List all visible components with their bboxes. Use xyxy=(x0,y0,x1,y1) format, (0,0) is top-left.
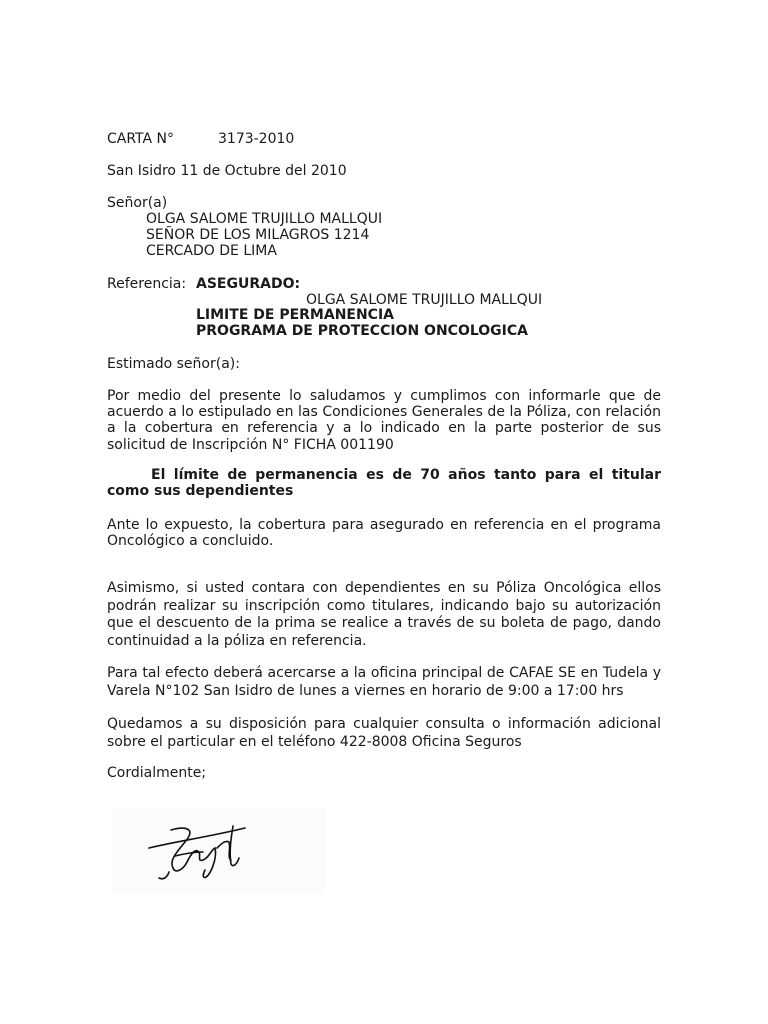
paragraph-contact xyxy=(107,715,661,751)
carta-number: 3173-2010 xyxy=(218,131,295,147)
paragraph-line: acuerdo a lo estipulado en las Condiciones Generales de la Póliza, con relación xyxy=(107,404,661,421)
greeting: Estimado señor(a): xyxy=(107,356,240,372)
paragraph-dependents xyxy=(107,580,661,650)
paragraph-line: Por medio del presente lo saludamos y cumplimos con informarle que de xyxy=(107,388,661,404)
carta-label: CARTA N° xyxy=(107,131,175,147)
salutation-title: Señor(a) xyxy=(107,195,168,211)
signature xyxy=(113,808,325,894)
recipient-district: CERCADO DE LIMA xyxy=(146,243,277,259)
paragraph-line: Varela N°102 San Isidro de lunes a viernes en horario de 9:00 a 17:00 hrs xyxy=(107,683,624,699)
reference-label: Referencia: xyxy=(107,276,187,292)
paragraph-line: como sus dependientes xyxy=(107,483,294,500)
paragraph-line: Ante lo expuesto, la cobertura para asegurado en referencia en el programa xyxy=(107,517,661,533)
paragraph-line: solicitud de Inscripción N° FICHA 001190 xyxy=(107,436,394,453)
paragraph-line: que el descuento de la prima se realice a través de su boleta de pago, dando xyxy=(107,615,661,631)
reference-program-line: PROGRAMA DE PROTECCION ONCOLOGICA xyxy=(196,323,528,339)
paragraph-line: Quedamos a su disposición para cualquier consulta o información adicional xyxy=(107,716,661,732)
paragraph-line: sobre el particular en el teléfono 422-8008 Oficina Seguros xyxy=(107,734,522,750)
closing: Cordialmente; xyxy=(107,765,207,781)
signature-icon xyxy=(113,808,325,894)
date-line: San Isidro 11 de Octubre del 2010 xyxy=(107,163,347,179)
paragraph-line: a la cobertura en referencia y a lo indicado en la parte posterior de sus xyxy=(107,420,661,437)
recipient-name: OLGA SALOME TRUJILLO MALLQUI xyxy=(146,211,383,227)
reference-limit-line: LIMITE DE PERMANENCIA xyxy=(196,307,395,323)
paragraph-intro xyxy=(107,388,661,453)
recipient-address: SEÑOR DE LOS MILAGROS 1214 xyxy=(146,227,370,243)
paragraph-line: El límite de permanencia es de 70 años tanto para el titular xyxy=(151,467,661,483)
paragraph-line: Oncológico a concluido. xyxy=(107,533,274,550)
asegurado-name: OLGA SALOME TRUJILLO MALLQUI xyxy=(306,292,543,308)
paragraph-line: continuidad a la póliza en referencia. xyxy=(107,632,367,649)
asegurado-label: ASEGURADO: xyxy=(196,276,301,292)
paragraph-line: Para tal efecto deberá acercarse a la oficina principal de CAFAE SE en Tudela y xyxy=(107,665,661,681)
paragraph-line: podrán realizar su inscripción como titulares, indicando bajo su autorización xyxy=(107,597,661,614)
paragraph-conclusion xyxy=(107,517,661,549)
paragraph-office xyxy=(107,664,661,700)
paragraph-limit-statement xyxy=(107,467,661,499)
paragraph-line: Asimismo, si usted contara con dependientes en su Póliza Oncológica ellos xyxy=(107,580,661,596)
